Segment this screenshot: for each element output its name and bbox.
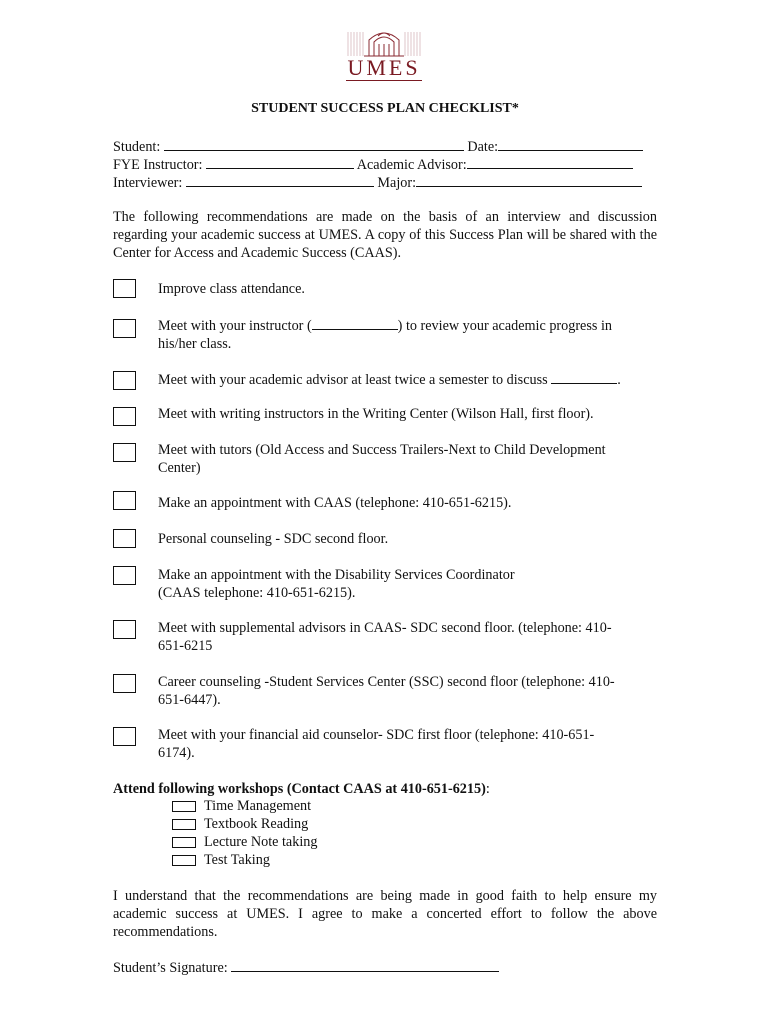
workshops-heading [113, 780, 490, 798]
item-text: Improve class attendance. [158, 281, 305, 297]
item-text: Make an appointment with CAAS (telephone: 410-651-6215). [158, 495, 512, 511]
item-text: Personal counseling - SDC second floor. [158, 531, 389, 547]
workshops-heading-suffix: : [485, 781, 490, 797]
checkbox-instructor[interactable] [113, 319, 136, 338]
intro-paragraph: The following recommendations are made on the basis of an interview and discussion regarding your academic success at UMES. A copy of this Success Plan will be shared with the Center for Access and Academic Success (CAAS). [113, 209, 657, 261]
page-title: STUDENT SUCCESS PLAN CHECKLIST* [251, 101, 519, 116]
checkbox-advisor[interactable] [113, 371, 136, 390]
item-text: Meet with your academic advisor at least twice a semester to discuss [158, 372, 548, 388]
workshop-label: Lecture Note taking [204, 834, 318, 850]
logo-text: UMES [347, 55, 421, 80]
workshop-label: Test Taking [204, 852, 270, 868]
item-text: Make an appointment with the Disability Services Coordinator [158, 567, 515, 583]
item-text: Career counseling -Student Services Center (SSC) second floor (telephone: 410- [158, 674, 615, 690]
item-financial-aid [158, 726, 648, 762]
checkbox-workshop-textbook-reading[interactable] [172, 819, 196, 830]
item-instructor [158, 316, 648, 353]
checkbox-attendance[interactable] [113, 279, 136, 298]
workshop-label: Time Management [204, 798, 312, 814]
item-text: Meet with your instructor ( [158, 318, 312, 334]
signature-label: Student’s Signature: [113, 960, 228, 976]
student-label: Student: [113, 139, 161, 155]
student-date-row [113, 137, 653, 156]
checkbox-personal-counseling[interactable] [113, 529, 136, 548]
checkbox-workshop-time-management[interactable] [172, 801, 196, 812]
checkbox-supplemental-advisors[interactable] [113, 620, 136, 639]
item-supplemental-advisors [158, 619, 648, 655]
logo-underline [346, 80, 422, 81]
interviewer-field[interactable] [186, 173, 374, 187]
item-writing-center [158, 405, 648, 423]
checkbox-financial-aid[interactable] [113, 727, 136, 746]
item-disability-services [158, 566, 648, 602]
item-caas-appointment [158, 494, 648, 512]
fye-instructor-field[interactable] [206, 155, 354, 169]
workshops-heading-text: Attend following workshops (Contact CAAS at 410-651-6215) [113, 781, 486, 797]
academic-advisor-label: Academic Advisor: [356, 157, 467, 173]
interviewer-major-row [113, 173, 653, 192]
signature-field[interactable] [231, 958, 499, 972]
student-field[interactable] [164, 137, 464, 151]
checkbox-career-counseling[interactable] [113, 674, 136, 693]
academic-advisor-field[interactable] [467, 155, 633, 169]
item-text: 6174). [158, 745, 195, 761]
instructor-name-field[interactable] [312, 316, 398, 330]
item-text: 651-6215 [158, 638, 213, 654]
checkbox-disability-services[interactable] [113, 566, 136, 585]
checkbox-writing-center[interactable] [113, 407, 136, 426]
item-career-counseling [158, 673, 648, 709]
item-text: Meet with writing instructors in the Writing Center (Wilson Hall, first floor). [158, 406, 594, 422]
workshop-label: Textbook Reading [204, 816, 309, 832]
major-field[interactable] [416, 173, 642, 187]
date-field[interactable] [498, 137, 643, 151]
instructor-advisor-row [113, 155, 653, 174]
item-text: Center) [158, 460, 201, 476]
item-personal-counseling [158, 530, 648, 548]
umes-logo [342, 24, 426, 82]
item-text: his/her class. [158, 336, 232, 352]
item-tutors [158, 441, 648, 477]
umes-crest-icon [342, 24, 426, 58]
signature-row [113, 958, 653, 977]
item-text: (CAAS telephone: 410-651-6215). [158, 585, 356, 601]
advisor-topic-field[interactable] [551, 370, 617, 384]
interviewer-label: Interviewer: [113, 175, 183, 191]
item-text: ) to review your academic progress in [397, 318, 612, 334]
agreement-paragraph: I understand that the recommendations are being made in good faith to help ensure my academic success at UMES. I agree to make a concerted effort to follow the above recommendations. [113, 888, 657, 940]
checkbox-tutors[interactable] [113, 443, 136, 462]
checkbox-workshop-test-taking[interactable] [172, 855, 196, 866]
major-label: Major: [377, 175, 417, 191]
checkbox-workshop-lecture-note-taking[interactable] [172, 837, 196, 848]
item-attendance [158, 280, 648, 298]
item-text: 651-6447). [158, 692, 221, 708]
date-label: Date: [467, 139, 499, 155]
item-text: Meet with supplemental advisors in CAAS- SDC second floor. (telephone: 410- [158, 620, 612, 636]
fye-instructor-label: FYE Instructor: [113, 157, 203, 173]
item-text: Meet with your financial aid counselor- SDC first floor (telephone: 410-651- [158, 727, 595, 743]
item-advisor [158, 370, 648, 389]
checkbox-caas-appointment[interactable] [113, 491, 136, 510]
item-text: . [617, 372, 621, 388]
item-text: Meet with tutors (Old Access and Success Trailers-Next to Child Development [158, 442, 606, 458]
